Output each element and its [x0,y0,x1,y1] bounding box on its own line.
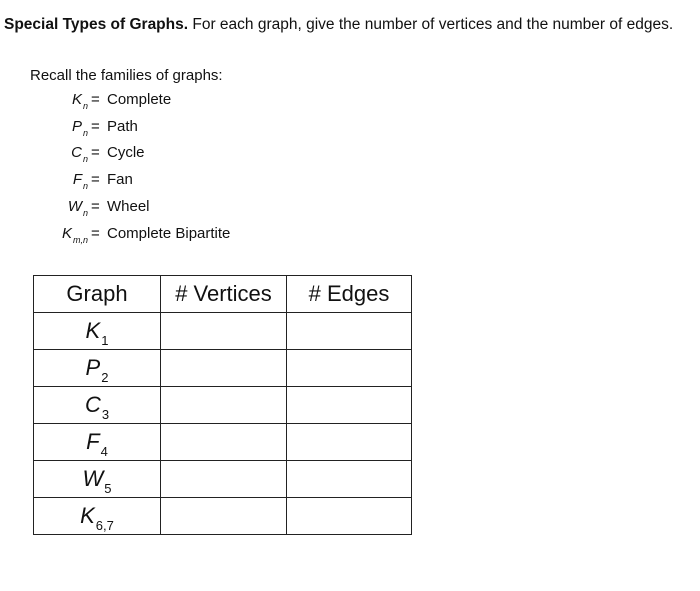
graph-cell [34,461,161,498]
graph-cell [34,387,161,424]
family-name: Path [107,118,138,135]
family-symbol: $K_{m,n}$ [61,225,88,245]
family-name: Wheel [107,198,150,215]
family-name: Complete Bipartite [107,225,231,242]
graph-symbol: $K_{6,7}$ [80,503,114,533]
header-vertices: # Vertices [161,276,287,313]
table-header-row [34,276,412,313]
equals-sign: = [91,144,100,161]
problem-heading [4,16,673,34]
edges-cell[interactable] [287,350,412,387]
edges-cell[interactable] [287,387,412,424]
graph-symbol: $F_4$ [86,429,108,459]
equals-sign: = [91,225,100,242]
family-name: Fan [107,171,133,188]
table-row [34,424,412,461]
header-graph: Graph [34,276,161,313]
vertices-cell[interactable] [161,424,287,461]
problem-title: Special Types of Graphs. [4,16,189,33]
graph-cell [34,313,161,350]
family-symbol: $C_n$ [71,144,88,164]
header-edges: # Edges [287,276,412,313]
graph-symbol: $K_1$ [85,318,109,348]
problem-instructions: For each graph, give the number of vertices and the number of edges. [192,16,674,33]
table-row [34,350,412,387]
family-symbol: $P_n$ [71,118,88,138]
graph-symbol: $C_3$ [84,392,110,422]
vertices-cell[interactable] [161,498,287,535]
graph-symbol: $P_2$ [85,355,109,385]
table-row [34,461,412,498]
vertices-cell[interactable] [161,350,287,387]
equals-sign: = [91,118,100,135]
family-name: Complete [107,91,172,108]
graphs-table [33,275,412,535]
family-symbol: $F_n$ [72,171,88,191]
graph-cell [34,350,161,387]
family-name: Cycle [107,144,145,161]
vertices-cell[interactable] [161,387,287,424]
edges-cell[interactable] [287,424,412,461]
equals-sign: = [91,91,100,108]
edges-cell[interactable] [287,498,412,535]
family-symbol: $K_n$ [71,91,88,111]
graph-cell [34,424,161,461]
family-symbol: $W_n$ [67,198,88,218]
graph-symbol: $W_5$ [82,466,112,496]
table-row [34,313,412,350]
table-row [34,498,412,535]
graph-cell [34,498,161,535]
edges-cell[interactable] [287,313,412,350]
equals-sign: = [91,198,100,215]
vertices-cell[interactable] [161,313,287,350]
recall-title: Recall the families of graphs: [30,67,223,84]
table-row [34,387,412,424]
vertices-cell[interactable] [161,461,287,498]
equals-sign: = [91,171,100,188]
edges-cell[interactable] [287,461,412,498]
